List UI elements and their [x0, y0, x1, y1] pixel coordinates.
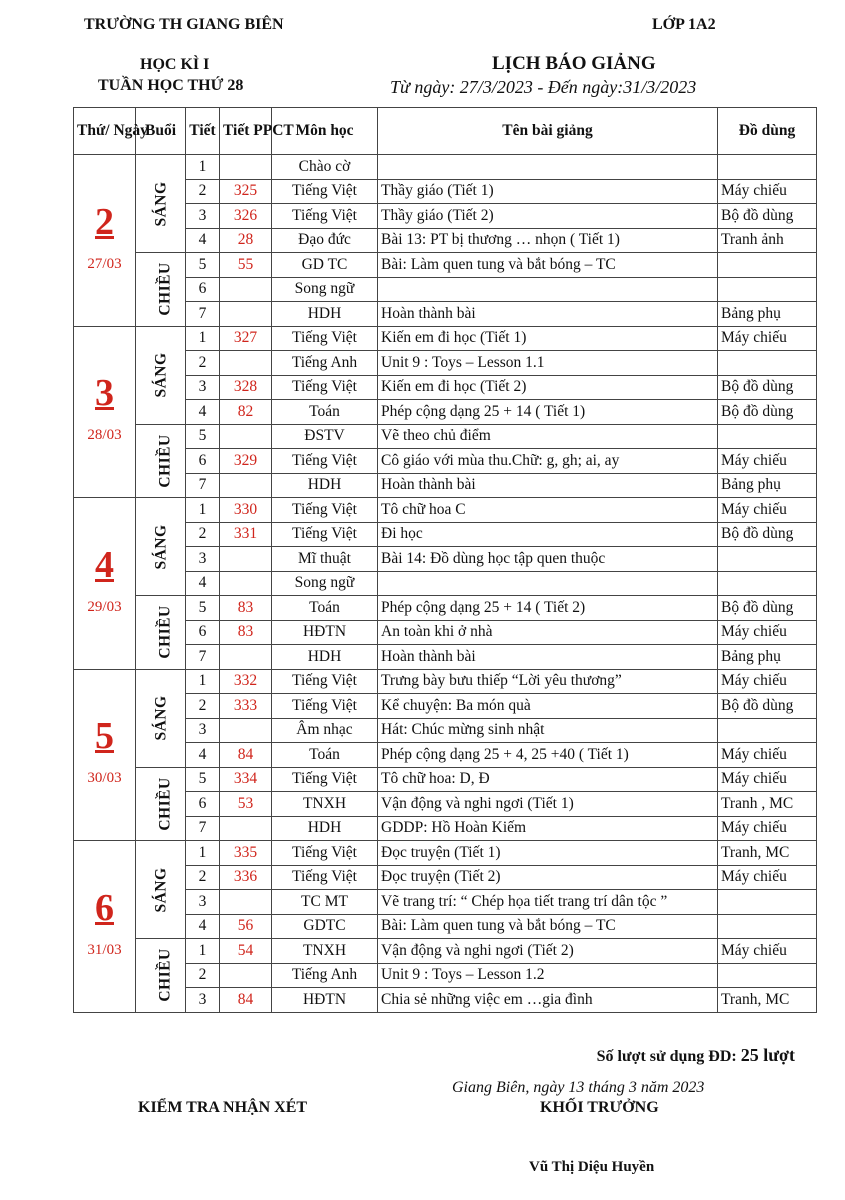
session-cell: [136, 939, 186, 1013]
lesson-cell: Hát: Chúc mừng sinh nhật: [378, 718, 718, 743]
ppct-cell: [220, 473, 272, 498]
lesson-cell: Tô chữ hoa: D, Đ: [378, 767, 718, 792]
session-cell: [136, 155, 186, 253]
lesson-cell: Vẽ trang trí: “ Chép họa tiết trang trí dân tộc ”: [378, 890, 718, 915]
session-label: CHIỀU: [156, 777, 174, 831]
equipment-cell: Tranh, MC: [718, 841, 817, 866]
ppct-cell: 84: [220, 988, 272, 1013]
period-cell: 2: [186, 694, 220, 719]
lesson-cell: Kể chuyện: Ba món quà: [378, 694, 718, 719]
equipment-cell: [718, 424, 817, 449]
session-label: SÁNG: [152, 866, 170, 913]
equipment-cell: Bộ đồ dùng: [718, 375, 817, 400]
subject-cell: Tiếng Việt: [272, 694, 378, 719]
ppct-cell: [220, 351, 272, 376]
period-cell: 1: [186, 669, 220, 694]
period-cell: 4: [186, 914, 220, 939]
ppct-cell: 82: [220, 400, 272, 425]
session-cell: [136, 498, 186, 596]
ppct-cell: 83: [220, 596, 272, 621]
school-name: TRƯỜNG TH GIANG BIÊN: [84, 16, 284, 33]
equipment-cell: Máy chiếu: [718, 179, 817, 204]
lesson-cell: An toàn khi ở nhà: [378, 620, 718, 645]
subject-cell: HĐTN: [272, 988, 378, 1013]
signer-name: Vũ Thị Diệu Huyền: [529, 1159, 655, 1175]
session-label: CHIỀU: [156, 948, 174, 1002]
group-head-label: KHỐI TRƯỞNG: [540, 1099, 659, 1116]
ppct-cell: 84: [220, 743, 272, 768]
day-cell: [74, 155, 136, 327]
subject-cell: TNXH: [272, 939, 378, 964]
equipment-cell: [718, 155, 817, 180]
lesson-cell: Kiến em đi học (Tiết 1): [378, 326, 718, 351]
session-cell: [136, 424, 186, 498]
subject-cell: HDH: [272, 816, 378, 841]
equipment-cell: Bảng phụ: [718, 645, 817, 670]
table-row: [74, 914, 817, 939]
equipment-cell: [718, 253, 817, 278]
ppct-cell: 325: [220, 179, 272, 204]
equipment-cell: Máy chiếu: [718, 669, 817, 694]
day-date: 27/03: [87, 255, 122, 272]
period-cell: 1: [186, 155, 220, 180]
table-row: [74, 522, 817, 547]
col-session: Buổi: [136, 108, 186, 155]
subject-cell: Tiếng Việt: [272, 449, 378, 474]
period-cell: 7: [186, 473, 220, 498]
subject-cell: Song ngữ: [272, 571, 378, 596]
lesson-cell: Thầy giáo (Tiết 2): [378, 204, 718, 229]
ppct-cell: 54: [220, 939, 272, 964]
period-cell: 4: [186, 571, 220, 596]
lesson-cell: Vận động và nghi ngơi (Tiết 2): [378, 939, 718, 964]
ppct-cell: 83: [220, 620, 272, 645]
table-row: [74, 596, 817, 621]
subject-cell: Âm nhạc: [272, 718, 378, 743]
subject-cell: GDTC: [272, 914, 378, 939]
equipment-cell: Máy chiếu: [718, 326, 817, 351]
day-number: 6: [95, 886, 114, 929]
table-row: [74, 204, 817, 229]
date-range: Từ ngày: 27/3/2023 - Đến ngày:31/3/2023: [390, 77, 697, 97]
equipment-cell: Bộ đồ dùng: [718, 204, 817, 229]
lesson-cell: Vận động và nghi ngơi (Tiết 1): [378, 792, 718, 817]
lesson-cell: Phép cộng dạng 25 + 4, 25 +40 ( Tiết 1): [378, 743, 718, 768]
table-row: [74, 694, 817, 719]
lesson-cell: Hoàn thành bài: [378, 645, 718, 670]
period-cell: 3: [186, 547, 220, 572]
table-row: [74, 498, 817, 523]
page-title: LỊCH BÁO GIẢNG: [492, 53, 656, 74]
lesson-cell: Bài 13: PT bị thương … nhọn ( Tiết 1): [378, 228, 718, 253]
table-row: [74, 400, 817, 425]
period-cell: 3: [186, 988, 220, 1013]
period-cell: 7: [186, 816, 220, 841]
subject-cell: Tiếng Việt: [272, 841, 378, 866]
lesson-cell: Unit 9 : Toys – Lesson 1.1: [378, 351, 718, 376]
subject-cell: HDH: [272, 645, 378, 670]
col-equipment: Đồ dùng: [718, 108, 817, 155]
ppct-cell: [220, 963, 272, 988]
subject-cell: Tiếng Việt: [272, 179, 378, 204]
session-label: SÁNG: [152, 352, 170, 398]
table-row: [74, 424, 817, 449]
col-day: Thứ/ Ngày: [74, 108, 136, 155]
period-cell: 5: [186, 596, 220, 621]
table-row: [74, 669, 817, 694]
term-label: HỌC KÌ I: [140, 56, 210, 73]
equipment-cell: [718, 890, 817, 915]
session-label: CHIỀU: [156, 434, 174, 488]
subject-cell: Tiếng Anh: [272, 351, 378, 376]
session-label: CHIỀU: [156, 262, 174, 316]
equipment-cell: Máy chiếu: [718, 498, 817, 523]
ppct-cell: 335: [220, 841, 272, 866]
lesson-cell: Đọc truyện (Tiết 1): [378, 841, 718, 866]
period-cell: 4: [186, 228, 220, 253]
table-row: [74, 865, 817, 890]
ppct-cell: 55: [220, 253, 272, 278]
ppct-cell: 327: [220, 326, 272, 351]
ppct-cell: 332: [220, 669, 272, 694]
ppct-cell: [220, 718, 272, 743]
equipment-cell: Bộ đồ dùng: [718, 596, 817, 621]
equipment-cell: [718, 914, 817, 939]
table-row: [74, 939, 817, 964]
inspection-label: KIỂM TRA NHẬN XÉT: [138, 1099, 308, 1116]
session-cell: [136, 596, 186, 670]
equipment-cell: Bộ đồ dùng: [718, 694, 817, 719]
table-row: [74, 988, 817, 1013]
equipment-cell: Máy chiếu: [718, 865, 817, 890]
ppct-cell: 326: [220, 204, 272, 229]
period-cell: 1: [186, 326, 220, 351]
subject-cell: HDH: [272, 302, 378, 327]
table-row: [74, 743, 817, 768]
period-cell: 1: [186, 841, 220, 866]
day-cell: [74, 326, 136, 498]
period-cell: 2: [186, 351, 220, 376]
period-cell: 6: [186, 277, 220, 302]
lesson-cell: [378, 277, 718, 302]
usage-count: [597, 1045, 795, 1066]
period-cell: 2: [186, 522, 220, 547]
subject-cell: HDH: [272, 473, 378, 498]
period-cell: 1: [186, 939, 220, 964]
schedule-body: [74, 155, 817, 1013]
period-cell: 2: [186, 179, 220, 204]
subject-cell: Toán: [272, 743, 378, 768]
lesson-cell: Hoàn thành bài: [378, 302, 718, 327]
equipment-cell: Bảng phụ: [718, 302, 817, 327]
ppct-cell: [220, 155, 272, 180]
ppct-cell: 331: [220, 522, 272, 547]
table-row: [74, 302, 817, 327]
table-row: [74, 473, 817, 498]
ppct-cell: [220, 645, 272, 670]
subject-cell: Tiếng Việt: [272, 865, 378, 890]
lesson-cell: Cô giáo với mùa thu.Chữ: g, gh; ai, ay: [378, 449, 718, 474]
subject-cell: Toán: [272, 400, 378, 425]
subject-cell: Mĩ thuật: [272, 547, 378, 572]
equipment-cell: [718, 547, 817, 572]
period-cell: 3: [186, 204, 220, 229]
subject-cell: Song ngữ: [272, 277, 378, 302]
ppct-cell: 329: [220, 449, 272, 474]
col-subject: Môn học: [272, 108, 378, 155]
equipment-cell: [718, 351, 817, 376]
col-lesson: Tên bài giảng: [378, 108, 718, 155]
session-cell: [136, 326, 186, 424]
period-cell: 7: [186, 302, 220, 327]
equipment-cell: Tranh, MC: [718, 988, 817, 1013]
day-date: 28/03: [87, 427, 122, 444]
week-label: TUẦN HỌC THỨ 28: [98, 77, 244, 94]
period-cell: 2: [186, 963, 220, 988]
equipment-cell: Tranh ảnh: [718, 228, 817, 253]
equipment-cell: [718, 571, 817, 596]
table-row: [74, 253, 817, 278]
lesson-cell: Phép cộng dạng 25 + 14 ( Tiết 2): [378, 596, 718, 621]
session-label: SÁNG: [152, 180, 170, 227]
subject-cell: Tiếng Việt: [272, 498, 378, 523]
session-label: SÁNG: [152, 523, 170, 570]
subject-cell: Tiếng Việt: [272, 669, 378, 694]
equipment-cell: [718, 718, 817, 743]
day-cell: [74, 498, 136, 670]
day-date: 30/03: [87, 770, 122, 787]
ppct-cell: [220, 890, 272, 915]
ppct-cell: [220, 816, 272, 841]
day-date: 29/03: [87, 598, 122, 615]
lesson-cell: Phép cộng dạng 25 + 14 ( Tiết 1): [378, 400, 718, 425]
day-number: 2: [95, 200, 114, 243]
table-row: [74, 571, 817, 596]
lesson-cell: Unit 9 : Toys – Lesson 1.2: [378, 963, 718, 988]
day-number: 4: [95, 543, 114, 586]
day-number: 3: [95, 372, 114, 415]
day-number: 5: [95, 715, 114, 758]
subject-cell: GD TC: [272, 253, 378, 278]
subject-cell: Toán: [272, 596, 378, 621]
table-row: [74, 179, 817, 204]
schedule-table: [73, 107, 817, 1013]
table-row: [74, 351, 817, 376]
period-cell: 6: [186, 449, 220, 474]
table-row: [74, 326, 817, 351]
equipment-cell: Tranh , MC: [718, 792, 817, 817]
period-cell: 3: [186, 890, 220, 915]
lesson-cell: Trưng bày bưu thiếp “Lời yêu thương”: [378, 669, 718, 694]
subject-cell: Tiếng Việt: [272, 326, 378, 351]
ppct-cell: [220, 277, 272, 302]
period-cell: 4: [186, 743, 220, 768]
ppct-cell: 333: [220, 694, 272, 719]
ppct-cell: 28: [220, 228, 272, 253]
period-cell: 2: [186, 865, 220, 890]
lesson-cell: Kiến em đi học (Tiết 2): [378, 375, 718, 400]
period-cell: 5: [186, 767, 220, 792]
lesson-cell: [378, 571, 718, 596]
table-header-row: [74, 108, 817, 155]
equipment-cell: Máy chiếu: [718, 816, 817, 841]
subject-cell: TC MT: [272, 890, 378, 915]
lesson-cell: Đọc truyện (Tiết 2): [378, 865, 718, 890]
ppct-cell: [220, 547, 272, 572]
lesson-cell: Bài: Làm quen tung và bắt bóng – TC: [378, 253, 718, 278]
ppct-cell: 330: [220, 498, 272, 523]
equipment-cell: Bảng phụ: [718, 473, 817, 498]
period-cell: 5: [186, 424, 220, 449]
period-cell: 1: [186, 498, 220, 523]
subject-cell: HĐTN: [272, 620, 378, 645]
equipment-cell: Bộ đồ dùng: [718, 400, 817, 425]
subject-cell: TNXH: [272, 792, 378, 817]
lesson-cell: Chia sẻ những việc em …gia đình: [378, 988, 718, 1013]
subject-cell: Tiếng Việt: [272, 375, 378, 400]
equipment-cell: Máy chiếu: [718, 620, 817, 645]
subject-cell: ĐSTV: [272, 424, 378, 449]
period-cell: 5: [186, 253, 220, 278]
col-period: Tiết: [186, 108, 220, 155]
period-cell: 4: [186, 400, 220, 425]
equipment-cell: Máy chiếu: [718, 743, 817, 768]
session-cell: [136, 841, 186, 939]
equipment-cell: Bộ đồ dùng: [718, 522, 817, 547]
ppct-cell: 53: [220, 792, 272, 817]
col-ppct: Tiết PPCT: [220, 108, 272, 155]
lesson-cell: [378, 155, 718, 180]
session-label: SÁNG: [152, 695, 170, 741]
subject-cell: Tiếng Việt: [272, 522, 378, 547]
session-cell: [136, 253, 186, 327]
lesson-cell: Tô chữ hoa C: [378, 498, 718, 523]
lesson-cell: Hoàn thành bài: [378, 473, 718, 498]
session-label: CHIỀU: [156, 605, 174, 659]
lesson-cell: Vẽ theo chủ điểm: [378, 424, 718, 449]
usage-label: Số lượt sử dụng ĐD:: [596, 1048, 737, 1065]
period-cell: 6: [186, 620, 220, 645]
table-row: [74, 155, 817, 180]
subject-cell: Tiếng Anh: [272, 963, 378, 988]
period-cell: 3: [186, 375, 220, 400]
day-date: 31/03: [87, 941, 122, 958]
ppct-cell: 336: [220, 865, 272, 890]
subject-cell: Chào cờ: [272, 155, 378, 180]
table-row: [74, 375, 817, 400]
day-cell: [74, 669, 136, 841]
session-cell: [136, 767, 186, 841]
ppct-cell: [220, 571, 272, 596]
subject-cell: Tiếng Việt: [272, 204, 378, 229]
equipment-cell: Máy chiếu: [718, 767, 817, 792]
ppct-cell: 328: [220, 375, 272, 400]
equipment-cell: [718, 963, 817, 988]
lesson-cell: GDDP: Hồ Hoàn Kiếm: [378, 816, 718, 841]
table-row: [74, 841, 817, 866]
lesson-cell: Bài: Làm quen tung và bắt bóng – TC: [378, 914, 718, 939]
ppct-cell: 56: [220, 914, 272, 939]
table-row: [74, 718, 817, 743]
table-row: [74, 645, 817, 670]
period-cell: 7: [186, 645, 220, 670]
day-cell: [74, 841, 136, 1013]
table-row: [74, 767, 817, 792]
table-row: [74, 228, 817, 253]
equipment-cell: Máy chiếu: [718, 939, 817, 964]
period-cell: 6: [186, 792, 220, 817]
equipment-cell: [718, 277, 817, 302]
ppct-cell: [220, 424, 272, 449]
subject-cell: Tiếng Việt: [272, 767, 378, 792]
table-row: [74, 547, 817, 572]
usage-value: 25 lượt: [740, 1045, 795, 1065]
class-name: LỚP 1A2: [652, 16, 716, 33]
period-cell: 3: [186, 718, 220, 743]
subject-cell: Đạo đức: [272, 228, 378, 253]
equipment-cell: Máy chiếu: [718, 449, 817, 474]
lesson-cell: Đi học: [378, 522, 718, 547]
table-row: [74, 816, 817, 841]
place-date: Giang Biên, ngày 13 tháng 3 năm 2023: [452, 1079, 705, 1096]
ppct-cell: [220, 302, 272, 327]
session-cell: [136, 669, 186, 767]
lesson-cell: Thầy giáo (Tiết 1): [378, 179, 718, 204]
lesson-cell: Bài 14: Đồ dùng học tập quen thuộc: [378, 547, 718, 572]
ppct-cell: 334: [220, 767, 272, 792]
table-row: [74, 890, 817, 915]
